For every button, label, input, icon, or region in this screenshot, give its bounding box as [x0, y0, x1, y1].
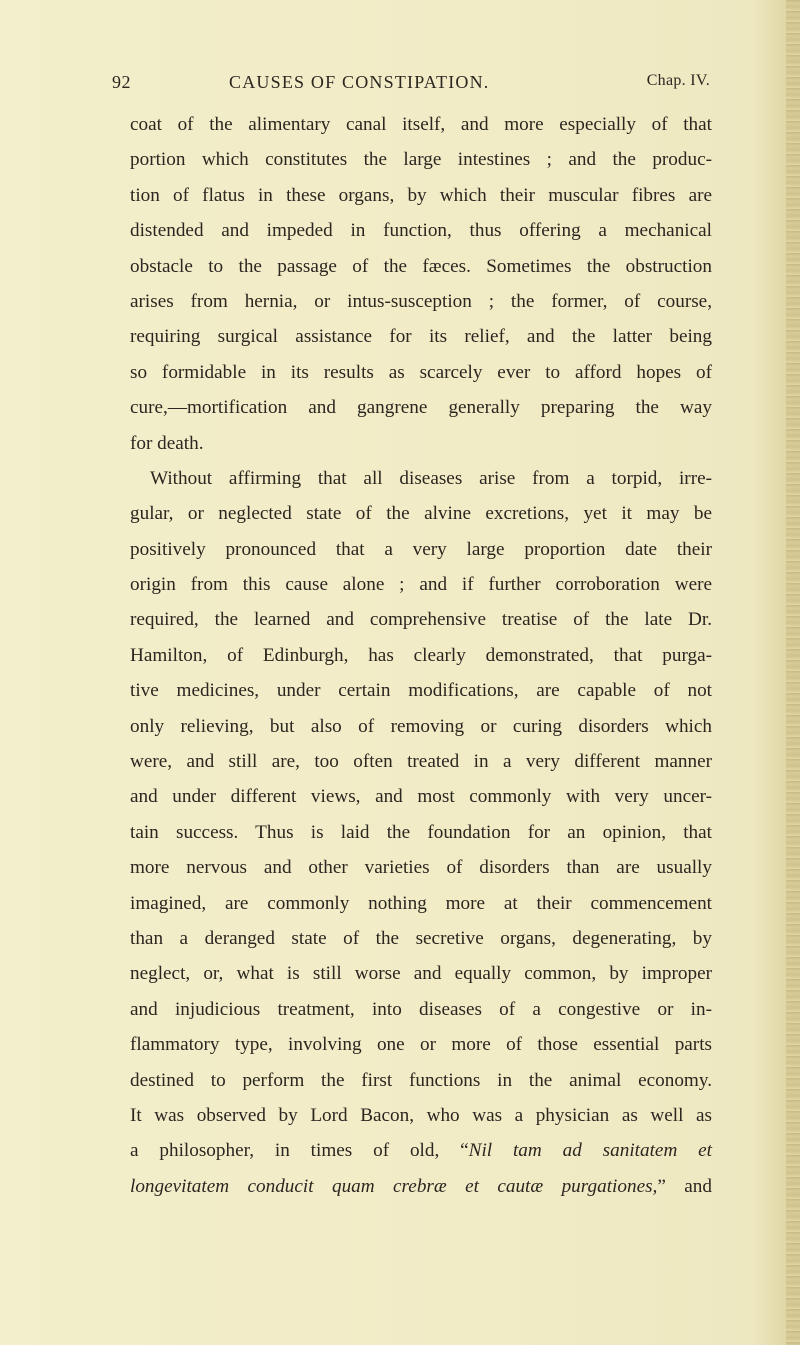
text-line: only relieving, but also of removing or curing disorders which — [130, 715, 712, 737]
text-line: were, and still are, too often treated in a very different manner — [130, 751, 712, 773]
latin-quote-segment: longevitatem conducit quam crebræ et cautæ purgationes, — [130, 1175, 658, 1197]
text-line: and under different views, and most commonly with very uncer- — [130, 786, 712, 808]
chapter-label: Chap. IV. — [646, 72, 710, 89]
paragraph-end-line: for death. — [130, 432, 204, 454]
page-edge — [786, 0, 800, 1345]
text-line: distended and impeded in function, thus offering a mechanical — [130, 220, 712, 242]
text-line: origin from this cause alone ; and if further corroboration were — [130, 574, 712, 596]
latin-quote-segment: Nil tam ad sanitatem et — [468, 1140, 713, 1162]
text-line: tive medicines, under certain modifications, are capable of not — [130, 680, 712, 702]
page-number: 92 — [112, 72, 131, 92]
text-line: imagined, are commonly nothing more at their commencement — [130, 892, 712, 914]
text-line: It was observed by Lord Bacon, who was a physician as well as — [130, 1104, 712, 1126]
paragraph-start-line: Without affirming that all diseases arise from a torpid, irre- — [150, 467, 712, 489]
plain-text-segment: ” and — [657, 1175, 712, 1197]
text-line: tain success. Thus is laid the foundation for an opinion, that — [130, 821, 712, 843]
text-line: gular, or neglected state of the alvine excretions, yet it may be — [130, 503, 712, 525]
text-line: tion of flatus in these organs, by which their muscular fibres are — [130, 184, 712, 206]
text-line — [130, 1169, 712, 1204]
text-line: Hamilton, of Edinburgh, has clearly demonstrated, that purga- — [130, 644, 712, 666]
text-line: portion which constitutes the large intestines ; and the produc- — [130, 149, 712, 171]
text-line: arises from hernia, or intus-susception ; the former, of course, — [130, 290, 712, 312]
text-line: obstacle to the passage of the fæces. Sometimes the obstruction — [130, 255, 712, 277]
text-line: and injudicious treatment, into diseases of a congestive or in- — [130, 998, 712, 1020]
text-line: than a deranged state of the secretive organs, degenerating, by — [130, 927, 712, 949]
text-line: destined to perform the first functions in the animal economy. — [130, 1069, 712, 1091]
text-line — [130, 1133, 712, 1168]
text-line: required, the learned and comprehensive treatise of the late Dr. — [130, 609, 712, 631]
text-line: so formidable in its results as scarcely ever to afford hopes of — [130, 361, 712, 383]
running-title: CAUSES OF CONSTIPATION. — [229, 72, 490, 92]
text-line: more nervous and other varieties of disorders than are usually — [130, 857, 712, 879]
text-line: requiring surgical assistance for its relief, and the latter being — [130, 326, 712, 348]
body-text — [130, 107, 712, 1204]
plain-text-segment: a philosopher, in times of old, “ — [130, 1140, 469, 1162]
text-line: positively pronounced that a very large proportion date their — [130, 538, 712, 560]
text-line: coat of the alimentary canal itself, and more especially of that — [130, 114, 712, 135]
text-line: flammatory type, involving one or more of those essential parts — [130, 1034, 712, 1056]
text-line: cure,—mortification and gangrene generally preparing the way — [130, 397, 712, 419]
running-header — [92, 72, 710, 102]
text-line: neglect, or, what is still worse and equally common, by improper — [130, 963, 712, 985]
